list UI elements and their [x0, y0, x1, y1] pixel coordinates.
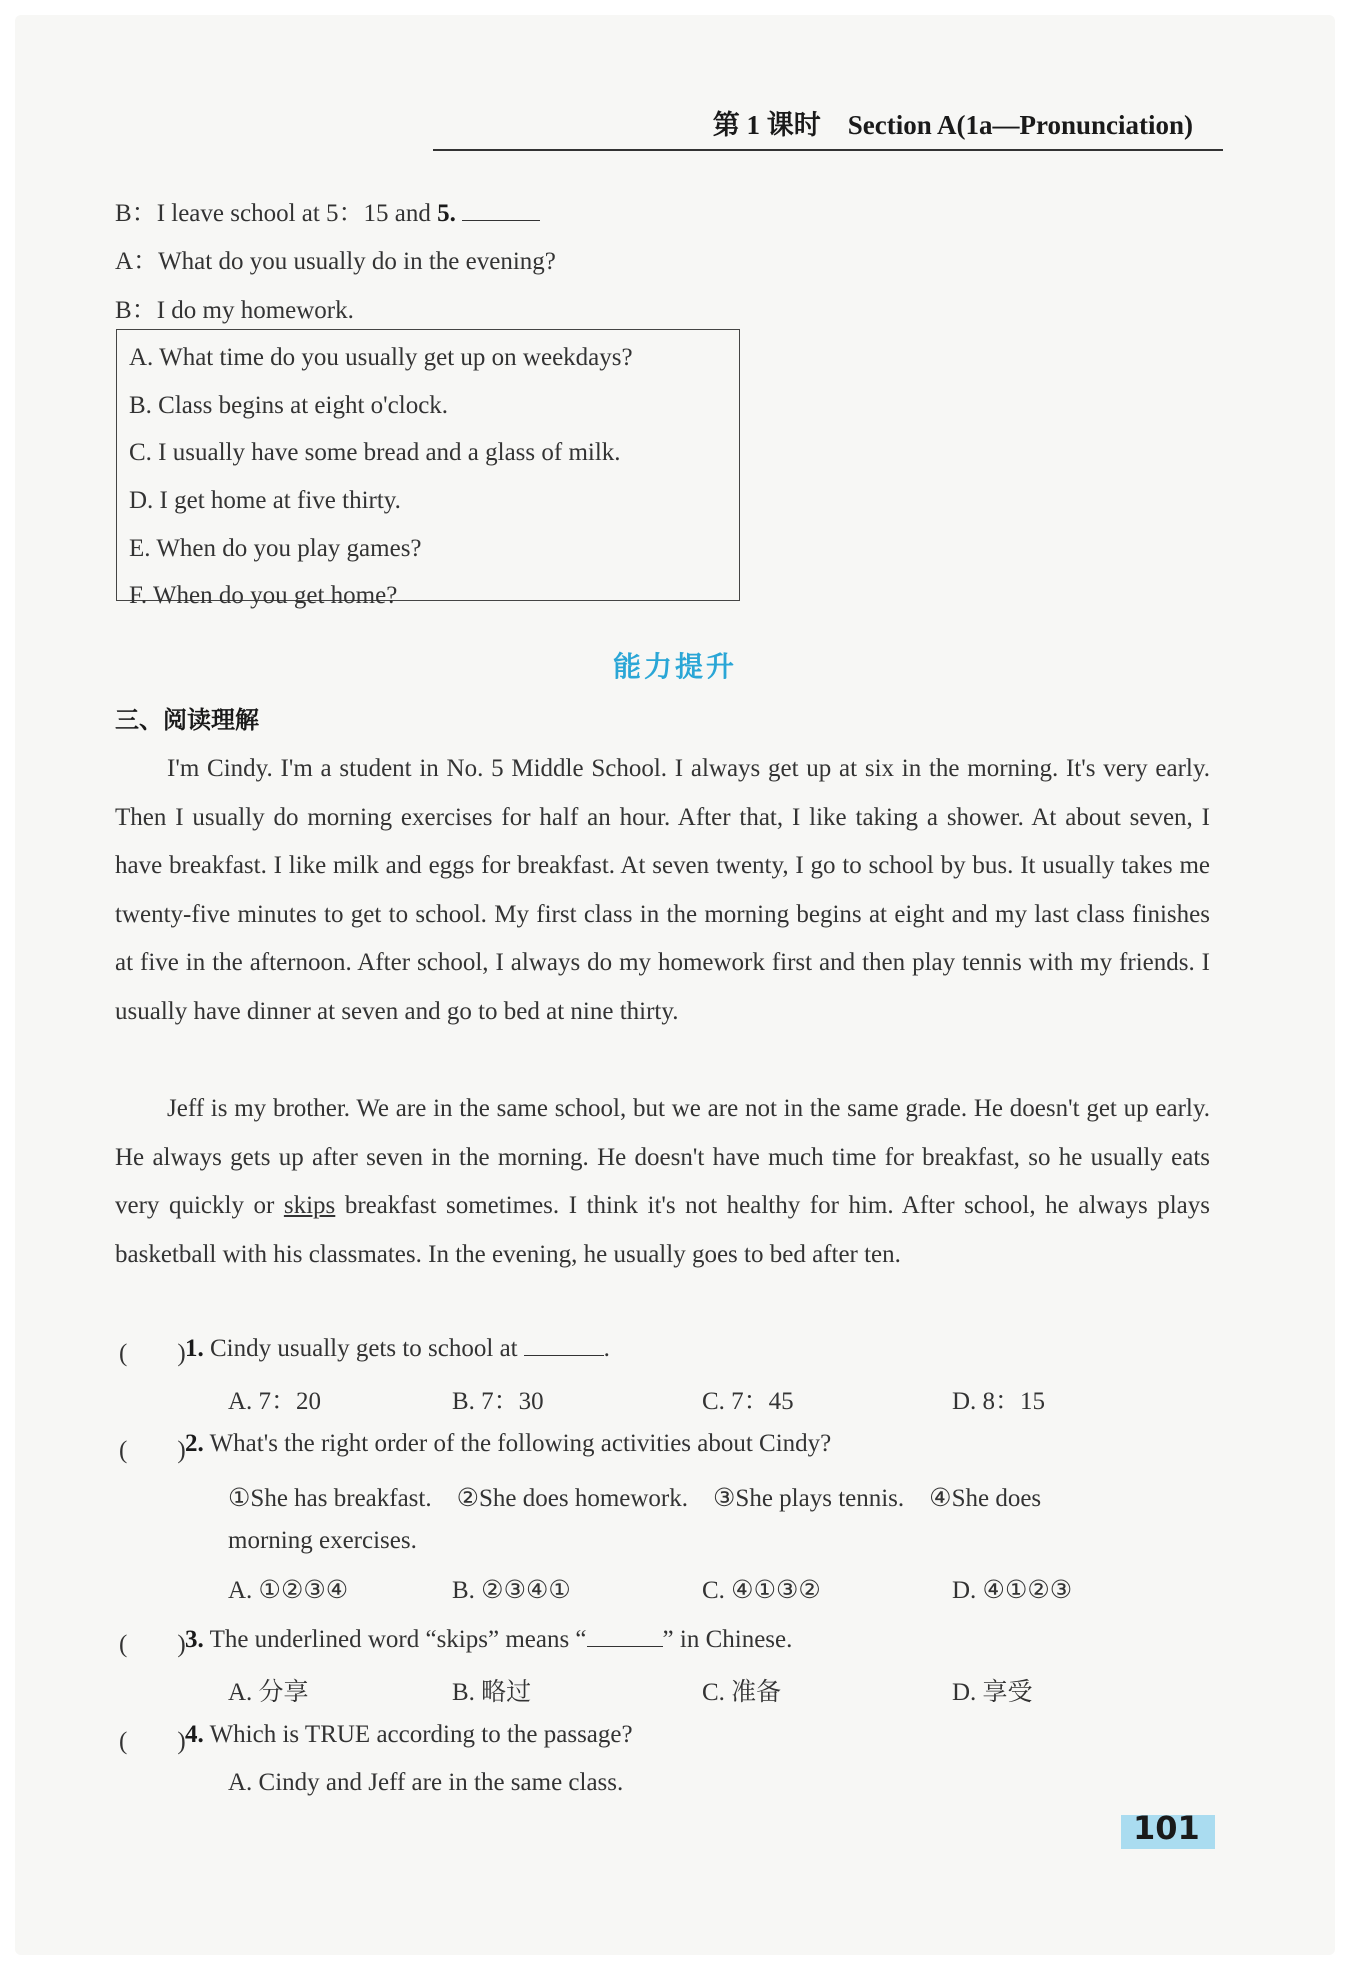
question-text [185, 1721, 633, 1749]
dialogue-text: What do you usually do in the evening? [158, 248, 556, 275]
activity-list: ①She has breakfast. ②She does homework. ③She plays tennis. ④She does [228, 1485, 1042, 1512]
choice-a[interactable]: A. 分享 [228, 1679, 309, 1706]
choice-c[interactable]: C. 7：45 [702, 1388, 794, 1415]
question-text [185, 1624, 792, 1654]
choice-a[interactable]: A. 7：20 [228, 1388, 322, 1415]
option-item: A. What time do you usually get up on weekdays? [129, 344, 633, 371]
option-item: E. When do you play games? [129, 535, 422, 562]
question-number: 1. [185, 1335, 204, 1362]
activity-list-cont: morning exercises. [228, 1527, 417, 1554]
answer-blank[interactable] [587, 1624, 663, 1647]
choice-c[interactable]: C. 准备 [702, 1679, 782, 1706]
dialogue-text: I leave school at 5：15 and [156, 200, 438, 227]
speaker-label: A： [115, 248, 159, 275]
choice-d[interactable]: D. 享受 [952, 1679, 1033, 1706]
choice-a[interactable]: A. ①②③④ [228, 1577, 349, 1604]
passage-text: Jeff is my brother. We are in the same school, but we are not in the same grade. He doesn't get up early. He always gets up after seven in the morning. He doesn't have much time for breakfast, so he usually eats very quickly or [115, 1095, 1210, 1220]
question-number: 2. [185, 1430, 204, 1457]
question-number: 3. [185, 1626, 204, 1653]
choice-b[interactable]: B. 7：30 [452, 1388, 544, 1415]
question-text [185, 1430, 831, 1458]
dialogue-line [115, 193, 540, 229]
dialogue-line [115, 241, 556, 277]
passage-paragraph-1: I'm Cindy. I'm a student in No. 5 Middle School. I always get up at six in the morning. It's very early. Then I usually do morning exercises for half an hour. After that, I like taking a shower. At about seven, I have breakfast. I like milk and eggs for breakfast. At seven twenty, I go to school by bus. It usually takes me twenty-five minutes to get to school. My first class in the morning begins at eight and my last class finishes at five in the afternoon. After school, I always do my homework first and then play tennis with my friends. I usually have dinner at seven and go to bed at nine thirty. [115, 755, 1210, 1025]
page-number: 101 [1133, 1809, 1200, 1847]
dialogue-text: I do my homework. [156, 297, 354, 324]
answer-blank[interactable] [462, 198, 540, 221]
speaker-label: B： [115, 297, 157, 324]
question-number: 4. [185, 1721, 204, 1748]
question-stem-end: . [603, 1335, 610, 1362]
blank-number: 5. [437, 200, 456, 227]
question-stem: What's the right order of the following activities about Cindy? [209, 1430, 832, 1457]
option-item: C. I usually have some bread and a glass of milk. [129, 439, 621, 466]
question-stem: Cindy usually gets to school at [210, 1335, 518, 1362]
answer-paren[interactable]: ( ) [119, 1631, 186, 1658]
underlined-word: skips [283, 1192, 336, 1220]
question-stem: The underlined word “skips” means “ [209, 1626, 587, 1653]
choice-a[interactable]: A. Cindy and Jeff are in the same class. [228, 1769, 624, 1796]
option-item: B. Class begins at eight o'clock. [129, 392, 449, 419]
question-stem-end: ” in Chinese. [662, 1626, 793, 1653]
reading-heading: 三、阅读理解 [115, 706, 259, 734]
dialogue-line [115, 290, 354, 326]
choice-c[interactable]: C. ④①③② [702, 1577, 821, 1604]
page-header: 第 1 课时 Section A(1a—Pronunciation) [712, 110, 1193, 140]
answer-blank[interactable] [524, 1333, 604, 1356]
choice-d[interactable]: D. 8：15 [952, 1388, 1046, 1415]
section-title: 能力提升 [612, 650, 737, 683]
option-item: D. I get home at five thirty. [129, 487, 401, 514]
question-stem: Which is TRUE according to the passage? [209, 1721, 633, 1748]
speaker-label: B： [115, 200, 157, 227]
header-rule [433, 149, 1223, 151]
options-box [116, 329, 740, 609]
question-text [185, 1333, 610, 1363]
answer-paren[interactable]: ( ) [119, 1437, 186, 1464]
passage-text: breakfast sometimes. I think it's not healthy for him. After school, he always plays basketball with his classmates. In the evening, he usually goes to bed after ten. [115, 1192, 1211, 1268]
choice-d[interactable]: D. ④①②③ [952, 1577, 1073, 1604]
choice-b[interactable]: B. ②③④① [452, 1577, 571, 1604]
option-item: F. When do you get home? [129, 582, 398, 609]
passage-paragraph-2 [115, 1085, 1210, 1279]
page-number-badge [1121, 1809, 1215, 1849]
choice-b[interactable]: B. 略过 [452, 1679, 532, 1706]
workbook-page [15, 15, 1335, 1955]
answer-paren[interactable]: ( ) [119, 1340, 186, 1367]
answer-paren[interactable]: ( ) [119, 1728, 186, 1755]
